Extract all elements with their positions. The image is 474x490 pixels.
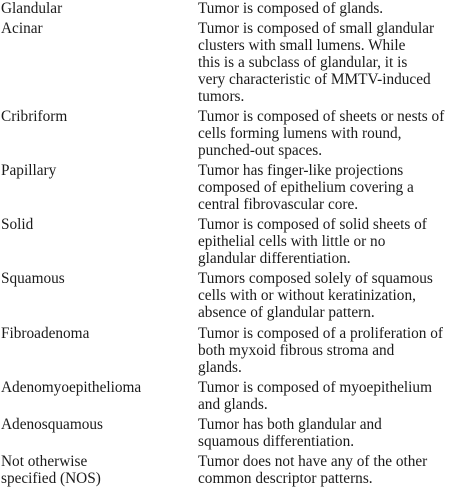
description-cell: Tumor is composed of glands. bbox=[198, 0, 384, 17]
table-row bbox=[0, 379, 474, 413]
term-cell: Fibroadenoma bbox=[1, 324, 90, 342]
description-cell: Tumor is composed of small glandular clusters with small lumens. While this is a subclass of glandular, it is very characteristic of MMTV-induced tumors. bbox=[198, 20, 435, 106]
table-row bbox=[0, 162, 474, 213]
description-cell: Tumor is composed of a proliferation of both myxoid fibrous stroma and glands. bbox=[198, 324, 443, 376]
table-row bbox=[0, 416, 474, 450]
term-cell: Cribriform bbox=[1, 108, 68, 126]
description-cell: Tumor does not have any of the other common descriptor patterns. bbox=[198, 452, 428, 487]
term-cell: Glandular bbox=[1, 0, 63, 17]
term-cell: Acinar bbox=[1, 20, 43, 38]
term-cell: Not otherwise specified (NOS) bbox=[1, 452, 101, 487]
table-row bbox=[0, 325, 474, 376]
table-row bbox=[0, 20, 474, 105]
description-cell: Tumor is composed of sheets or nests of cells forming lumens with round, punched-out spaces. bbox=[198, 108, 445, 160]
table-row bbox=[0, 453, 474, 487]
table-row bbox=[0, 108, 474, 159]
term-cell: Adenosquamous bbox=[1, 415, 103, 433]
description-cell: Tumor is composed of myoepithelium and glands. bbox=[198, 378, 432, 413]
term-cell: Solid bbox=[1, 216, 34, 234]
table-row bbox=[0, 0, 474, 17]
description-cell: Tumor is composed of solid sheets of epithelial cells with little or no glandular differentiation. bbox=[198, 216, 427, 268]
term-cell: Adenomyoepithelioma bbox=[1, 378, 142, 396]
table-row bbox=[0, 270, 474, 321]
term-cell: Squamous bbox=[1, 270, 65, 288]
term-cell: Papillary bbox=[1, 162, 57, 180]
description-cell: Tumor has finger-like projections composed of epithelium covering a central fibrovascular core. bbox=[198, 162, 414, 214]
description-cell: Tumors composed solely of squamous cells with or without keratinization, absence of glandular pattern. bbox=[198, 270, 433, 322]
description-cell: Tumor has both glandular and squamous differentiation. bbox=[198, 415, 382, 450]
table-row bbox=[0, 216, 474, 267]
